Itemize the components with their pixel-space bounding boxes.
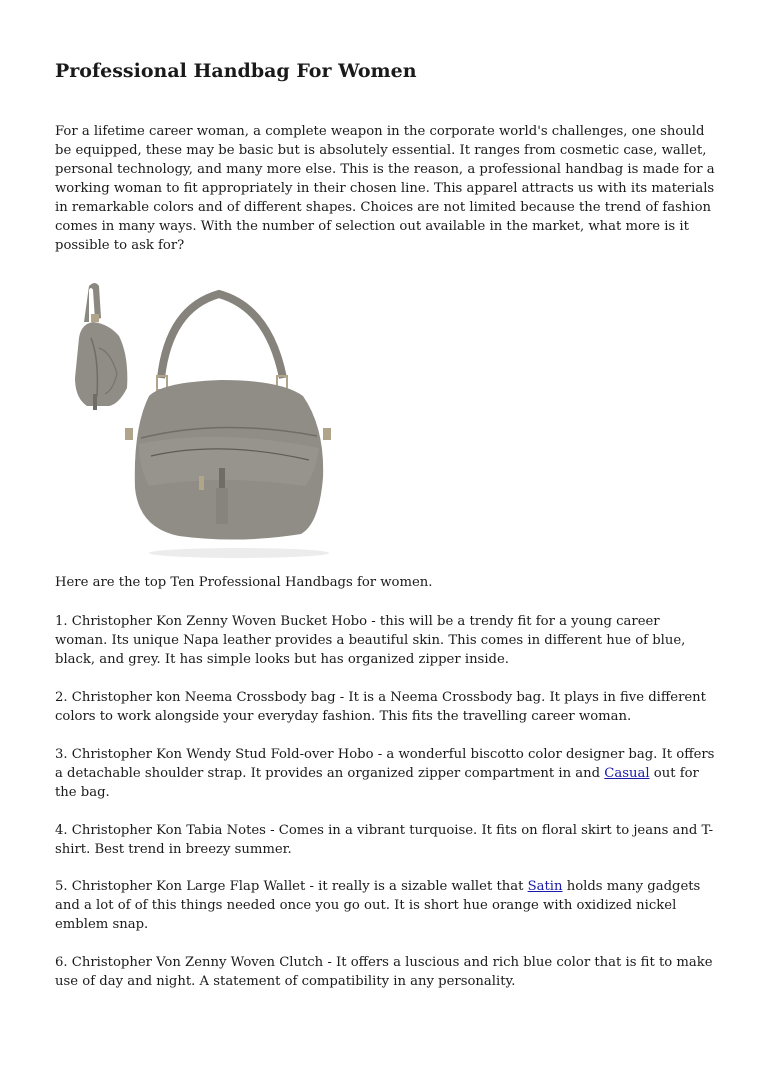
list-item-5-text-before: 5. Christopher Kon Large Flap Wallet - it really is a sizable wallet that [55, 879, 528, 894]
list-item-5-text-after: holds many gadgets and a lot of of this things needed once you go out. It is short hue orange with oxidized nickel emblem snap. [55, 879, 701, 932]
list-item-4: 4. Christopher Kon Tabia Notes - Comes in a vibrant turquoise. It fits on floral skirt to jeans and T-shirt. Best trend in breezy summer. [55, 823, 714, 857]
list-heading: Here are the top Ten Professional Handbags for women. [55, 575, 433, 590]
casual-link[interactable]: Casual [604, 766, 650, 781]
list-item-1: 1. Christopher Kon Zenny Woven Bucket Hobo - this will be a trendy fit for a young career woman. Its unique Napa leather provides a beautiful skin. This comes in different hue of blue, black, and grey. It has simple looks but has organized zipper inside. [55, 614, 686, 667]
handbag-image [69, 278, 339, 560]
side-view-bag [75, 283, 127, 410]
list-item-3-text-after: out for the bag. [55, 766, 699, 800]
page-title: Professional Handbag For Women [55, 60, 417, 82]
handbag-photo-icon [69, 278, 339, 560]
satin-link[interactable]: Satin [527, 879, 563, 894]
list-item-3 [55, 745, 715, 802]
list-item-5 [55, 877, 715, 934]
list-item-2: 2. Christopher kon Neema Crossbody bag - It is a Neema Crossbody bag. It plays in five different colors to work alongside your everyday fashion. This fits the travelling career woman. [55, 690, 706, 724]
main-bag [125, 294, 331, 558]
list-item-3-text-before: 3. Christopher Kon Wendy Stud Fold-over Hobo - a wonderful biscotto color designer bag. It offers a detachable shoulder strap. It provides an organized zipper compartment in and [55, 747, 715, 781]
list-item-6: 6. Christopher Von Zenny Woven Clutch - It offers a luscious and rich blue color that is fit to make use of day and night. A statement of compatibility in any personality. [55, 955, 713, 989]
intro-paragraph: For a lifetime career woman, a complete weapon in the corporate world's challenges, one should be equipped, these may be basic but is absolutely essential. It ranges from cosmetic case, wallet, personal technology, and many more else. This is the reason, a professional handbag is made for a working woman to fit appropriately in their chosen line. This apparel attracts us with its materials in remarkable colors and of different shapes. Choices are not limited because the trend of fashion comes in many ways. With the number of selection out available in the market, what more is it possible to ask for? [55, 124, 715, 253]
